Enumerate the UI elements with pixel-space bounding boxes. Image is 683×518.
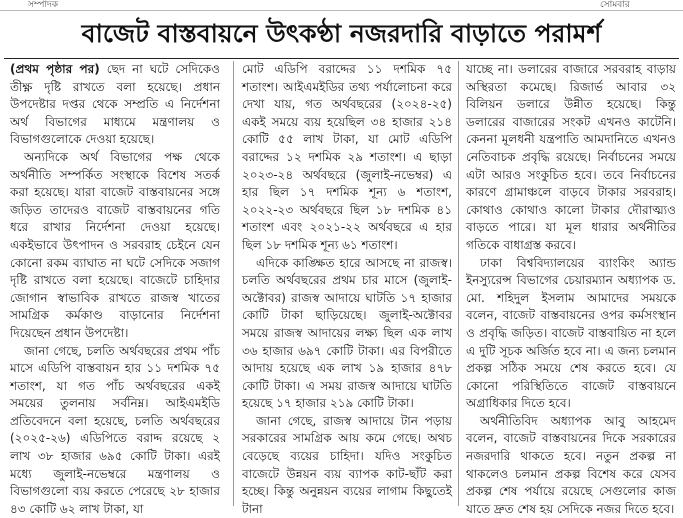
article-headline: বাজেট বাস্তবায়নে উৎকণ্ঠা নজরদারি বাড়াতে পরামর্শ [0,12,683,56]
paragraph: মোট এডিপি বরাদ্দের ১১ দশমিক ৭৫ শতাংশ। আইএমইডির তথ্য পর্যালোচনা করে দেখা যায়, গত অর্থবছরের (২০২৪-২৫) একই সময়ে ব্যয় হয়েছিল ৩৪ হাজার ২১৪ কোটি ৫৫ লাখ টাকা, যা মোট এডিপি বরাদ্দের ১২ দশমিক ২৯ শতাংশ। এ ছাড়া ২০২৩-২৪ অর্থবছরে (জুলাই-নভেম্বর) এ হার ছিল ১৭ দশমিক শূন্য ৬ শতাংশ, ২০২২-২৩ অর্থবছরে ছিল ১৮ দশমিক ৪১ শতাংশ এবং ২০২১-২২ অর্থবছরে এ হার ছিল ১৮ দশমিক শূন্য ৬১ শতাংশ। [242,61,452,255]
article-column-2 [242,61,452,506]
paragraph: ঢাকা বিশ্ববিদ্যালয়ের ব্যাংকিং অ্যান্ড ইনস্যুরেন্স বিভাগের চেয়ারম্যান অধ্যাপক ড. মো. শহিদুল ইসলাম আমাদের সময়কে বলেন, বাজেট বাস্তবায়নের ওপর কর্মসংস্থান ও প্রবৃদ্ধি জড়িত। বাজেট বাস্তবায়িত না হলে এ দুটি সূচক অর্জিত হবে না। এ জন্য চলমান প্রকল্প সঠিক সময়ে শেষ করতে হবে। যে কোনো পরিস্থিতিতে বাজেট বাস্তবায়নে অগ্রাধিকার দিতে হবে। [466,255,676,413]
continuation-label: (প্রথম পৃষ্ঠার পর) [10,62,100,76]
strip-text-right: সোমবার [600,0,630,12]
paragraph: এদিকে কাঙ্ক্ষিত হারে আসছে না রাজস্ব। চলতি অর্থবছরের প্রথম চার মাসে (জুলাই-অক্টোবর) রাজস্ব আদায়ে ঘাটতি ১৭ হাজার কোটি টাকা ছাড়িয়েছে। জুলাই-অক্টোবর সময়ে রাজস্ব আদায়ের লক্ষ্য ছিল এক লাখ ৩৬ হাজার ৬৯৭ কোটি টাকা। এর বিপরীতে আদায় হয়েছে এক লাখ ১৯ হাজার ৪৭৮ কোটি টাকা। এ সময় রাজস্ব আদায়ে ঘাটতি হয়েছে ১৭ হাজার ২১৯ কোটি টাকা। [242,255,452,413]
headline-rule [4,58,679,59]
paragraph-text: ছেদ না ঘটে সেদিকেও তীক্ষ্ণ দৃষ্টি রাখতে বলা হয়েছে। প্রধান উপদেষ্টার দপ্তর থেকে সম্প্রতি এ নির্দেশনা অর্থ বিভাগের মাধ্যমে মন্ত্রণালয় ও বিভাগগুলোকে দেওয়া হয়েছে। [10,62,220,146]
paragraph [10,61,220,149]
column-divider [233,61,234,506]
paragraph: অর্থনীতিবিদ অধ্যাপক আবু আহমেদ বলেন, বাজেট বাস্তবায়নের দিকে সরকারের নজরদারি থাকতে হবে। নতুন প্রকল্প না থাকলেও চলমান প্রকল্প বিশেষ করে যেসব প্রকল্প শেষ পর্যায়ে রয়েছে সেগুলোর কাজ যাতে দ্রুত শেষ হয় সেদিকে নজর দিতে হবে। [466,413,676,518]
article-column-1 [10,61,220,506]
strip-text-left: সম্পাদক [28,0,58,12]
paragraph: জানা গেছে, চলতি অর্থবছরের প্রথম পাঁচ মাসে এডিপি বাস্তবায়ন হার ১১ দশমিক ৭৫ শতাংশ, যা গত পাঁচ অর্থবছরের একই সময়ের তুলনায় সর্বনিম্ন। আইএমইডি প্রতিবেদনে বলা হয়েছে, চলতি অর্থবছরের (২০২৫-২৬) এডিপিতে বরাদ্দ রয়েছে ২ লাখ ৩৮ হাজার ৬৯৫ কোটি টাকা। এরই মধ্যে জুলাই-নভেম্বরে মন্ত্রণালয় ও বিভাগগুলো ব্যয় করতে পেরেছে ২৮ হাজার ৪৩ কোটি ৬২ লাখ টাকা, যা [10,343,220,518]
paragraph: যাচ্ছে না। ডলারের বাজারে সরবরাহ বাড়ায় অস্থিরতা কমেছে। রিজার্ভ আবার ৩২ বিলিয়ন ডলারে উন্নীত হয়েছে। কিন্তু ডলারের বাজারের সংকট এখনও কাটেনি। কেননা মূলধনী যন্ত্রপাতি আমদানিতে এখনও নেতিবাচক প্রবৃদ্ধি রয়েছে। নির্বাচনের সময়ে এটা আরও সংকুচিত হবে। তবে নির্বাচনের কারণে গ্রামাঞ্চলে বাড়বে টাকার সরবরাহ। কোথাও কোথাও কালো টাকার দৌরাত্ম্যও বাড়তে পারে। যা মূল ধারার অর্থনীতির গতিকে বাধাগ্রস্ত করবে। [466,61,676,255]
article-column-3 [466,61,676,506]
paragraph: জানা গেছে, রাজস্ব আদায়ে টান পড়ায় সরকারের সামগ্রিক আয় কমে গেছে। অথচ বেড়েছে ব্যয়ের চাহিদা। যদিও সংকুচিত বাজেটে উন্নয়ন ব্যয় ব্যাপক কাট-ছাঁট করা হচ্ছে। কিন্তু অনুন্নয়ন ব্যয়ের লাগাম কিছুতেই টানা [242,413,452,518]
column-divider [458,61,459,506]
paragraph: অন্যদিকে অর্থ বিভাগের পক্ষ থেকে অর্থনীতি সম্পর্কিত সংস্থাকে বিশেষ সতর্ক করা হয়েছে। যারা বাজেট বাস্তবায়নের সঙ্গে জড়িত তাদেরও বাজেট বাস্তবায়নের গতি ধরে রাখার নির্দেশনা দেওয়া হয়েছে। একইভাবে উৎপাদন ও সরবরাহ চেইনে যেন কোনো রকম ব্যাঘাত না ঘটে সেদিকে সজাগ দৃষ্টি রাখতে বলা হয়েছে। বাজেটে চাহিদার জোগান স্বাভাবিক রাখতে রাজস্ব খাতের সামগ্রিক কর্মকাণ্ড বাড়ানোর নির্দেশনা দিয়েছেন প্রধান উপদেষ্টা। [10,149,220,343]
previous-page-strip [0,0,683,11]
